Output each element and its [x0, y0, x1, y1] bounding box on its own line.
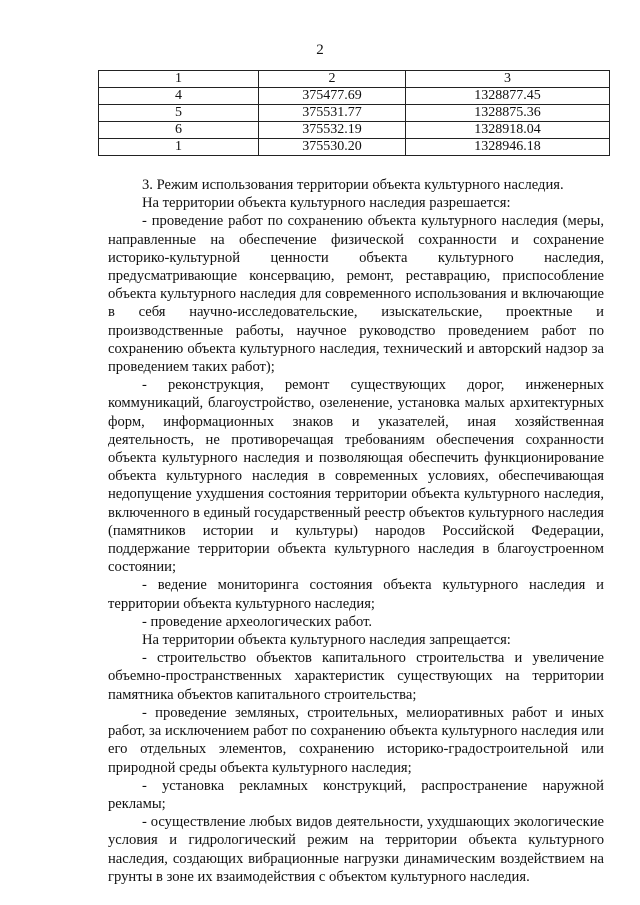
- table-header-cell: 2: [259, 71, 406, 88]
- allowed-item: - проведение археологических работ.: [142, 613, 373, 630]
- table-row: [99, 122, 610, 139]
- table-row: [99, 139, 610, 156]
- forbidden-item: - установка рекламных конструкций, распространение наружной рекламы;: [108, 777, 604, 812]
- table-cell: 375477.69: [259, 88, 406, 105]
- section-heading: 3. Режим использования территории объекта культурного наследия.: [142, 177, 564, 193]
- allowed-intro: На территории объекта культурного наследия разрешается:: [142, 195, 511, 212]
- forbidden-item: - строительство объектов капитального строительства и увеличение объемно-пространственных характеристик существующих на территории памятника объектов капитального строительства;: [108, 650, 604, 703]
- document-body: [108, 176, 604, 886]
- table-cell: 5: [99, 105, 259, 122]
- table-header-row: [99, 71, 610, 88]
- table-cell: 4: [99, 88, 259, 105]
- forbidden-intro: На территории объекта культурного наследия запрещается:: [142, 632, 511, 649]
- coordinates-table: [98, 70, 610, 156]
- page-number: 2: [316, 42, 324, 58]
- table-row: [99, 88, 610, 105]
- table-cell: 1: [99, 139, 259, 156]
- table-cell: 375531.77: [259, 105, 406, 122]
- forbidden-item: - проведение земляных, строительных, мелиоративных работ и иных работ, за исключением работ по сохранению объекта культурного наследия или его отдельных элементов, сохранению историко-градостроительной или природной среды объекта культурного наследия;: [108, 704, 604, 776]
- table-cell: 1328875.36: [406, 105, 610, 122]
- table-cell: 6: [99, 122, 259, 139]
- allowed-item: - проведение работ по сохранению объекта культурного наследия (меры, направленные на обеспечение физической сохранности и сохранение историко-культурной ценности объекта культурного наследия, предусматривающие консервацию, ремонт, реставрацию, приспособление объекта культурного наследия для современного использования и включающие в себя научно-исследовательские, изыскательские, проектные и производственные работы, научное руководство проведением работ по сохранению объекта культурного наследия, технический и авторский надзор за проведением таких работ);: [108, 213, 604, 376]
- table-row: [99, 105, 610, 122]
- table-header-cell: 3: [406, 71, 610, 88]
- table-cell: 1328877.45: [406, 88, 610, 105]
- allowed-item: - реконструкция, ремонт существующих дорог, инженерных коммуникаций, благоустройство, озеленение, установка малых архитектурных форм, информационных знаков и указателей, иная хозяйственная деятельность, не противоречащая требованиям обеспечения сохранности объекта культурного наследия и позволяющая обеспечить функционирование объекта культурного наследия в современных условиях, обеспечивающая недопущение ухудшения состояния территории объекта культурного наследия, включенного в единый государственный реестр объектов культурного наследия (памятников истории и культуры) народов Российской Федерации, поддержание территории объекта культурного наследия в благоустроенном состоянии;: [108, 377, 604, 576]
- table-cell: 375530.20: [259, 139, 406, 156]
- table-cell: 375532.19: [259, 122, 406, 139]
- table-header-cell: 1: [99, 71, 259, 88]
- table-cell: 1328918.04: [406, 122, 610, 139]
- allowed-item: - ведение мониторинга состояния объекта культурного наследия и территории объекта культурного наследия;: [108, 577, 604, 612]
- table-cell: 1328946.18: [406, 139, 610, 156]
- forbidden-item: - осуществление любых видов деятельности, ухудшающих экологические условия и гидрологический режим на территории объекта культурного наследия, создающих вибрационные нагрузки динамическим воздействием на грунты в зоне их взаимодействия с объектом культурного наследия.: [108, 814, 604, 885]
